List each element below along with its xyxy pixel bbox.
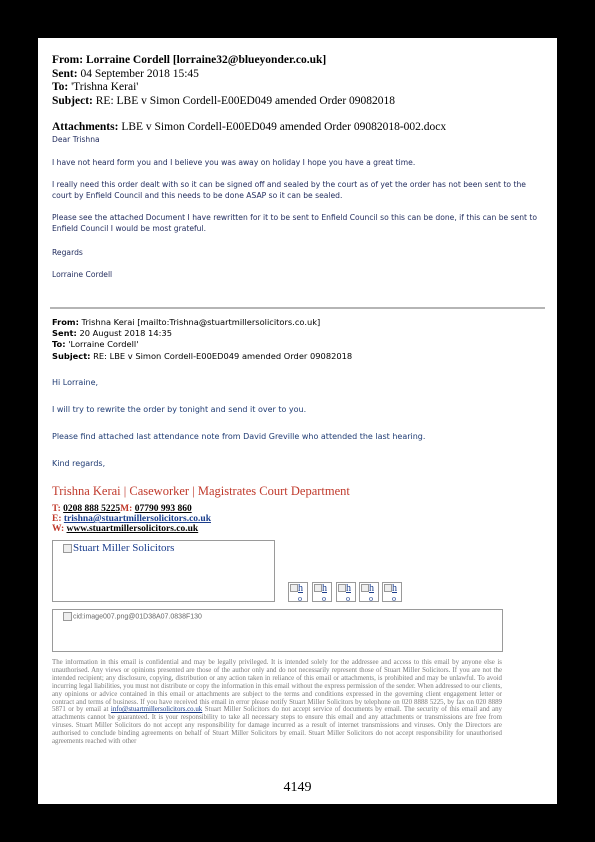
signature-phone-line: T: 0208 888 5225M: 07790 993 860 [52, 504, 192, 514]
social-link-icon[interactable]: h o [359, 582, 379, 602]
banner-alt-text: cid:image007.png@01D38A07.0838F130 [73, 613, 202, 621]
mobile-number[interactable]: 07790 993 860 [134, 504, 192, 514]
email1-subject: Subject: RE: LBE v Simon Cordell-E00ED049 amended Order 09082018 [52, 94, 396, 107]
email2-closing: Kind regards, [52, 459, 106, 468]
social-link-icon[interactable]: h o [336, 582, 356, 602]
email1-to: To: 'Trishna Kerai' [52, 81, 139, 93]
email2-sent-value: 20 August 2018 14:35 [79, 328, 172, 338]
email2-from: From: Trishna Kerai [mailto:Trishna@stuartmillersolicitors.co.uk] [52, 317, 321, 327]
social-link-icon[interactable]: h o [288, 582, 308, 602]
social-link-icon[interactable]: h o [382, 582, 402, 602]
phone-number[interactable]: 0208 888 5225 [63, 504, 121, 514]
legal-disclaimer: The information in this email is confidential and may be legally privileged. It is intended solely for the addressee and access to this email by anyone else is unauthorised. Any views or opinions presented are those of the author only and do not necessarily represent those of Stuart Miller Solicitors. If you are not the intended recipient; any disclosure, copying, distribution or any action taken in reliance of this email or attachments, is prohibited and may be unlawful. To avoid incurring legal liabilities, you must not distribute or copy the information in this email without the express permission of the sender. When addressed to our clients, any opinions or advice contained in this email or attachments are subject to the terms and conditions expressed in the governing client engagement letter or contract and terms of business. If you have received this email in error please notify Stuart Miller Solicitors by telephone on 020 8888 5225, by fax on 020 8889 5871 or by email at info@stuartmillersolicitors.co.uk Stuart Miller Solicitors do not accept service of documents by email. The security of this email and any attachments cannot be guaranteed. It is your responsibility to take all necessary steps to ensure this email and any attachments or transmissions are free from viruses. Stuart Miller Solicitors do not accept any responsibility for damage incurred as a result of internet transmissions and viruses. Only the Directors are authorised to conclude binding agreements on behalf of Stuart Miller Solicitors by email. Stuart Miller Solicitors do not accept responsibility for unauthorised agreements reached with other [52, 659, 502, 746]
website-link[interactable]: www.stuartmillersolicitors.co.uk [66, 524, 199, 534]
signature-email-line: E: trishna@stuartmillersolicitors.co.uk [52, 514, 211, 524]
signature-name-line: Trishna Kerai | Caseworker | Magistrates Court Department [52, 484, 350, 498]
broken-image-icon [63, 544, 72, 553]
email1-attachments: Attachments: LBE v Simon Cordell-E00ED049 amended Order 09082018-002.docx [52, 121, 447, 133]
email1-to-value: 'Trishna Kerai' [71, 81, 139, 93]
broken-image-icon [314, 584, 322, 592]
email2-greeting: Hi Lorraine, [52, 378, 99, 387]
email1-from-value: Lorraine Cordell [lorraine32@blueyonder.co.uk] [85, 54, 327, 66]
email-link[interactable]: trishna@stuartmillersolicitors.co.uk [63, 514, 211, 524]
social-link-icon[interactable]: h o [312, 582, 332, 602]
email1-sent: Sent: 04 September 2018 15:45 [52, 67, 199, 80]
email1-paragraph: Please see the attached Document I have rewritten for it to be sent to Enfield Council so this can be done, if this can be sent to Enfield Council I would be most grateful. [52, 213, 538, 233]
page-number: 4149 [283, 780, 312, 795]
document-page [38, 38, 557, 804]
email1-subject-value: RE: LBE v Simon Cordell-E00ED049 amended Order 09082018 [95, 94, 396, 107]
broken-image-icon [63, 612, 72, 621]
email1-closing: Regards [52, 248, 83, 257]
email1-sender-name: Lorraine Cordell [52, 270, 113, 279]
banner-image-placeholder [52, 609, 503, 652]
email2-sent: Sent: 20 August 2018 14:35 [52, 328, 172, 338]
logo-alt-text: Stuart Miller Solicitors [73, 542, 175, 554]
email2-paragraph: Please find attached last attendance note from David Greville who attended the last hearing. [52, 432, 426, 441]
email1-attachment-file[interactable]: LBE v Simon Cordell-E00ED049 amended Order 09082018-002.docx [121, 121, 447, 133]
email2-from-value: Trishna Kerai [mailto:Trishna@stuartmillersolicitors.co.uk] [81, 317, 321, 327]
email1-from: From: Lorraine Cordell [lorraine32@blueyonder.co.uk] [52, 54, 327, 66]
company-logo-placeholder [52, 540, 275, 602]
email-separator [50, 307, 545, 309]
email1-sent-value: 04 September 2018 15:45 [80, 67, 199, 80]
email2-subject: Subject: RE: LBE v Simon Cordell-E00ED049 amended Order 09082018 [52, 351, 353, 361]
signature-web-line: W: www.stuartmillersolicitors.co.uk [52, 524, 199, 534]
email2-to-value: 'Lorraine Cordell' [68, 339, 139, 349]
email1-paragraph: I really need this order dealt with so it can be signed off and sealed by the court as of yet the order has not been sent to the court by Enfield Council and this needs to be done ASAP so it can be sealed. [52, 180, 526, 200]
email2-paragraph: I will try to rewrite the order by tonight and send it over to you. [52, 405, 307, 414]
email2-to: To: 'Lorraine Cordell' [52, 339, 139, 349]
email2-subject-value: RE: LBE v Simon Cordell-E00ED049 amended Order 09082018 [93, 351, 353, 361]
email1-paragraph: I have not heard form you and I believe you was away on holiday I hope you have a great time. [52, 158, 416, 167]
email1-greeting: Dear Trishna [52, 135, 100, 144]
broken-image-icon [290, 584, 298, 592]
broken-image-icon [384, 584, 392, 592]
broken-image-icon [361, 584, 369, 592]
broken-image-icon [338, 584, 346, 592]
disclaimer-email-link[interactable]: info@stuartmillersolicitors.co.uk [110, 706, 203, 714]
